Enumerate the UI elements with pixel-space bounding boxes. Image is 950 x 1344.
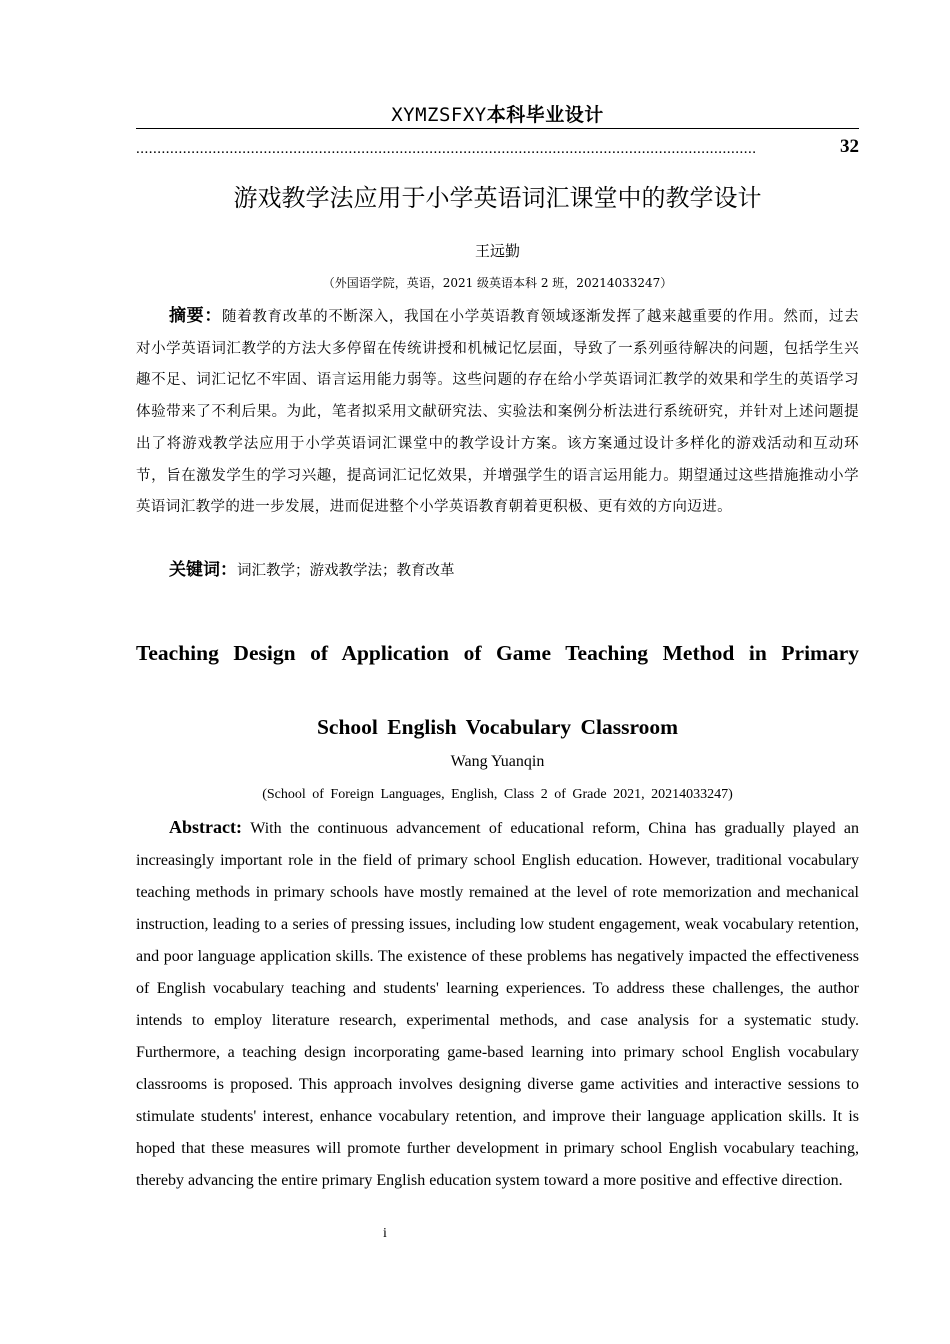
english-title	[136, 616, 859, 764]
english-abstract	[136, 811, 859, 1197]
toc-dots: ..................................................................................................................................................	[136, 141, 757, 157]
english-abstract-text: With the continuous advancement of educational reform, China has gradually played an increasingly important role in the field of primary school English education. However, traditional vocabulary teaching methods in primary schools have mostly remained at the level of rote memorization and mechanical instruction, leading to a series of pressing issues, including low student engagement, weak vocabulary retention, and poor language application skills. The existence of these problems has negatively impacted the effectiveness of English vocabulary teaching and students' learning experiences. To address these challenges, the author intends to employ literature research, experimental methods, and case analysis for a systematic study. Furthermore, a teaching design incorporating game-based learning into primary school English vocabulary classrooms is proposed. This approach involves designing diverse game activities and interactive sessions to stimulate students' interest, enhance vocabulary retention, and improve their language application skills. It is hoped that these measures will promote further development in primary school English vocabulary teaching, thereby advancing the entire primary English education system toward a more positive and effective direction.	[136, 820, 859, 1189]
header-doc-type: 本科毕业设计	[486, 104, 604, 126]
english-author: Wang Yuanqin	[450, 753, 545, 770]
english-affiliation: (School of Foreign Languages, English, Class 2 of Grade 2021, 20214033247)	[262, 787, 733, 802]
chinese-keywords	[169, 556, 859, 585]
chinese-keywords-label: 关键词：	[169, 560, 237, 580]
chinese-affiliation: （外国语学院，英语，2021 级英语本科 2 班，20214033247）	[322, 276, 673, 290]
header-school-code: XYMZSFXY	[391, 104, 487, 126]
header-rule	[136, 128, 859, 129]
toc-leader-line	[136, 134, 859, 158]
running-header	[136, 100, 859, 127]
english-title-line1: Teaching Design of Application of Game Teaching Method in Primary	[136, 641, 859, 665]
chinese-title: 游戏教学法应用于小学英语词汇课堂中的教学设计	[233, 184, 762, 212]
chinese-keywords-text: 词汇教学；游戏教学法；教育改革	[237, 563, 455, 579]
chinese-abstract	[136, 301, 859, 524]
chinese-abstract-label: 摘要：	[169, 306, 223, 326]
english-abstract-label: Abstract:	[169, 817, 242, 837]
chinese-author: 王远勤	[474, 242, 520, 260]
chinese-abstract-text: 随着教育改革的不断深入，我国在小学英语教育领域逐渐发挥了越来越重要的作用。然而，过去对小学英语词汇教学的方法大多停留在传统讲授和机械记忆层面，导致了一系列亟待解决的问题，包括学生兴趣不足、词汇记忆不牢固、语言运用能力弱等。这些问题的存在给小学英语词汇教学的效果和学生的英语学习体验带来了不利后果。为此，笔者拟采用文献研究法、实验法和案例分析法进行系统研究，并针对上述问题提出了将游戏教学法应用于小学英语词汇课堂中的教学设计方案。该方案通过设计多样化的游戏活动和互动环节，旨在激发学生的学习兴趣，提高词汇记忆效果，并增强学生的语言运用能力。期望通过这些措施推动小学英语词汇教学的进一步发展，进而促进整个小学英语教育朝着更积极、更有效的方向迈进。	[136, 309, 860, 516]
english-title-line2: School English Vocabulary Classroom	[316, 715, 679, 739]
footer-page-number: i	[383, 1226, 387, 1241]
toc-page-ref: 32	[840, 136, 859, 157]
